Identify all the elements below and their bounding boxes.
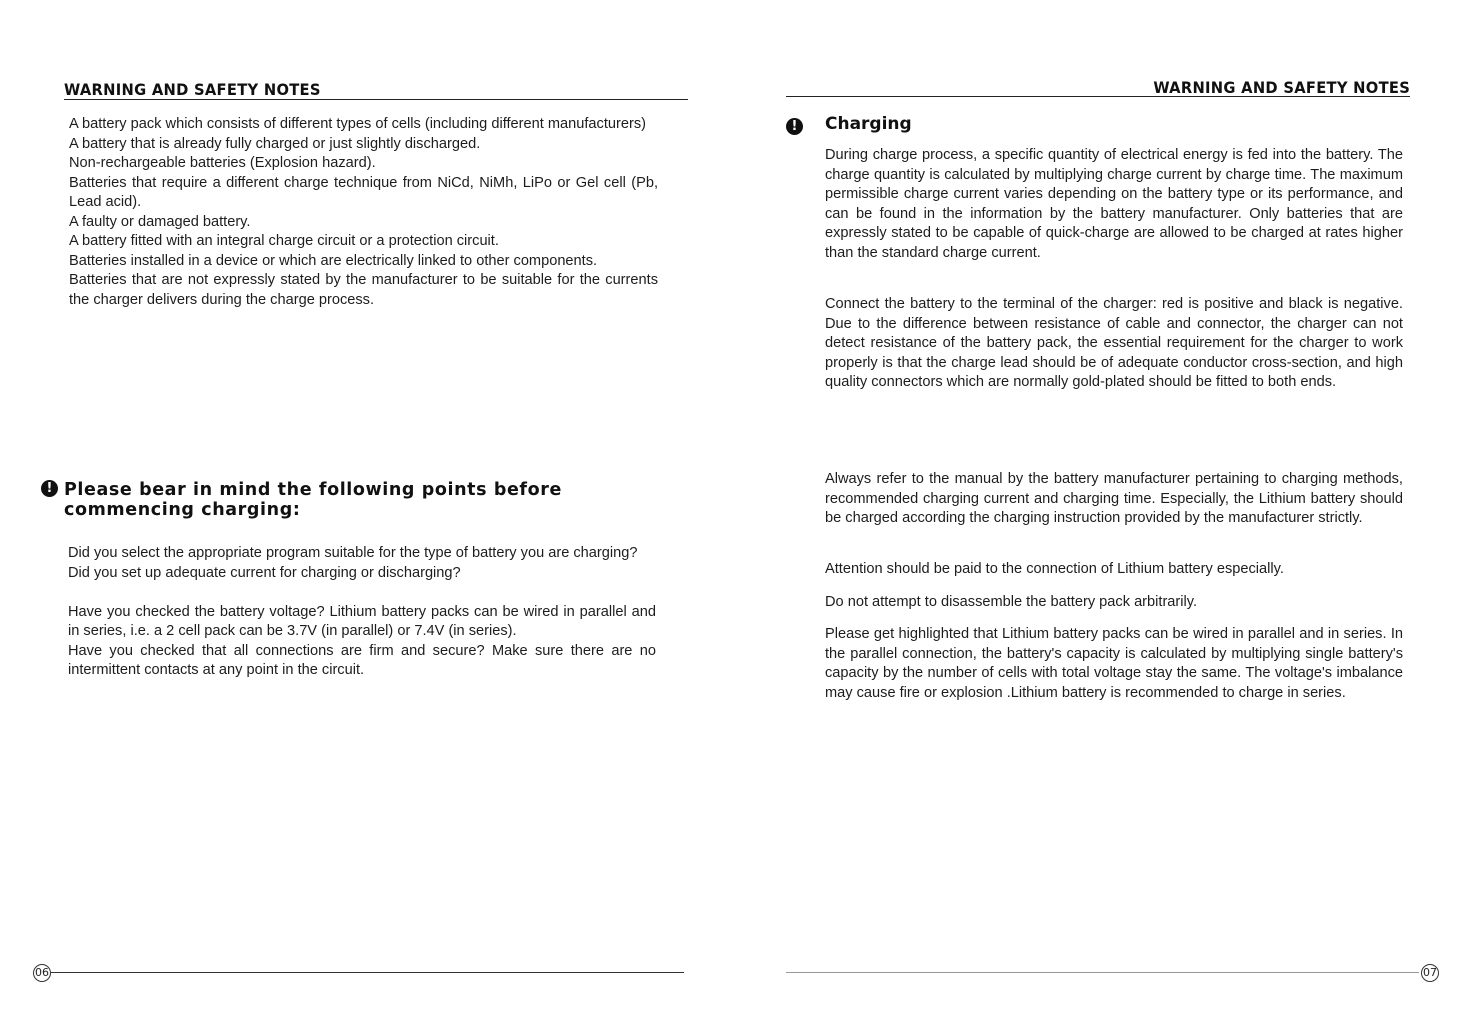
battery-list-item: A battery fitted with an integral charge circuit or a protection circuit. xyxy=(69,233,499,249)
charging-paragraph-2 xyxy=(825,295,1403,393)
paragraph-text: Please get highlighted that Lithium battery packs can be wired in parallel and in series. In the parallel connection, the battery's capacity is calculated by multiplying single battery's capacity by the number of cells with total voltage stay the same. The voltage's imbalance may cause fire or explosion .Lithium battery is recommended to charge in series. xyxy=(825,626,1403,701)
charging-paragraph-5 xyxy=(825,593,1403,613)
battery-list-item: A battery that is already fully charged or just slightly discharged. xyxy=(69,135,481,152)
bear-in-mind-points xyxy=(68,544,656,681)
paragraph-text: Attention should be paid to the connection of Lithium battery especially. xyxy=(825,561,1284,577)
paragraph-text: Do not attempt to disassemble the battery pack arbitrarily. xyxy=(825,594,1198,610)
exclamation-icon: ! xyxy=(786,118,803,135)
paragraph-text: Always refer to the manual by the battery manufacturer pertaining to charging methods, recommended charging current and charging time. Especially, the Lithium battery should be charged according the charging instruction provided by the manufacturer strictly. xyxy=(825,471,1403,526)
battery-list-item: Batteries that are not expressly stated by the manufacturer to be suitable for the currents the charger delivers during the charge process. xyxy=(69,272,658,308)
battery-list-item: A battery pack which consists of different types of cells (including different manufacturers) xyxy=(69,116,647,132)
battery-list-item: A faulty or damaged battery. xyxy=(69,213,251,230)
checklist-point: Did you set up adequate current for charging or discharging? xyxy=(68,564,461,581)
charging-paragraph-4 xyxy=(825,560,1403,580)
bear-in-mind-heading: Please bear in mind the following points before commencing charging: xyxy=(64,480,562,520)
paragraph-text: Connect the battery to the terminal of the charger: red is positive and black is negative. Due to the difference between resistance of cable and connector, the charger can not detect resistance of the battery pack, the essential requirement for the charger to work properly is that the charge lead should be of adequate conductor cross-section, and high quality connectors which are normally gold-plated should be fitted to both ends. xyxy=(825,296,1403,390)
charging-paragraph-6 xyxy=(825,625,1403,703)
charging-heading: Charging xyxy=(825,114,912,134)
left-page-header: WARNING AND SAFETY NOTES xyxy=(64,80,321,99)
right-footer-rule xyxy=(786,972,1419,973)
right-page xyxy=(737,0,1474,1020)
left-header-rule xyxy=(64,99,688,100)
battery-list-item: Batteries that require a different charge technique from NiCd, NiMh, LiPo or Gel cell (Pb, Lead acid). xyxy=(69,174,658,210)
battery-list-item: Non-rechargeable batteries (Explosion hazard). xyxy=(69,155,376,171)
paragraph-text: During charge process, a specific quantity of electrical energy is fed into the battery. The charge quantity is calculated by multiplying charge current by charge time. The maximum permissible charge current varies depending on the battery type or its performance, and can be found in the information by the battery manufacturer. Only batteries that are expressly stated to be capable of quick-charge are allowed to be charged at rates higher than the standard charge current. xyxy=(825,147,1403,261)
charging-paragraph-3 xyxy=(825,470,1403,529)
right-header-rule xyxy=(786,96,1410,97)
checklist-point: Have you checked the battery voltage? Lithium battery packs can be wired in parallel and in series, i.e. a 2 cell pack can be 3.7V (in parallel) or 7.4V (in series). xyxy=(68,603,656,639)
exclamation-icon: ! xyxy=(41,480,58,497)
checklist-point: Have you checked that all connections are firm and secure? Make sure there are no intermittent contacts at any point in the circuit. xyxy=(68,642,656,678)
charging-paragraph-1 xyxy=(825,146,1403,263)
battery-list xyxy=(69,115,658,310)
right-page-header: WARNING AND SAFETY NOTES xyxy=(1153,78,1410,97)
page-number-left: 06 xyxy=(33,964,51,982)
page-number-right: 07 xyxy=(1421,964,1439,982)
left-footer-rule xyxy=(51,972,684,973)
battery-list-item: Batteries installed in a device or which are electrically linked to other components. xyxy=(69,252,598,269)
checklist-point: Did you select the appropriate program suitable for the type of battery you are charging? xyxy=(68,545,638,561)
